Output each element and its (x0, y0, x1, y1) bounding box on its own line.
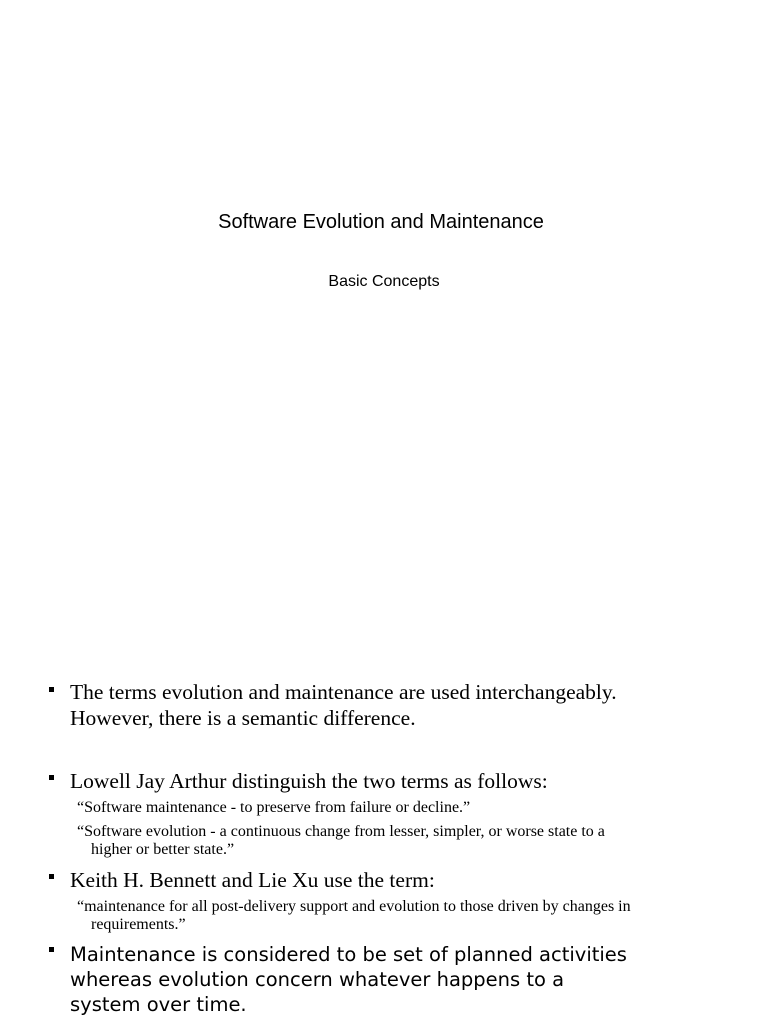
bullet-text: Lowell Jay Arthur distinguish the two terms as follows: (70, 769, 548, 793)
bullet-item (70, 768, 630, 794)
quote-item: “maintenance for all post-delivery support and evolution to those driven by changes in requirements.” (77, 898, 631, 933)
bullet-text: Maintenance is considered to be set of planned activities whereas evolution concern whatever happens to a system over time. (70, 943, 627, 1016)
bullet-text: Keith H. Bennett and Lie Xu use the term: (70, 868, 435, 892)
quote-item: “Software maintenance - to preserve from failure or decline.” (77, 799, 471, 816)
bullet-item (70, 942, 630, 1017)
slide-subtitle: Basic Concepts (328, 273, 440, 290)
bullet-marker-icon (49, 775, 54, 780)
bullet-item (70, 867, 630, 893)
bullet-marker-icon (49, 687, 54, 692)
bullet-item (70, 679, 630, 731)
bullet-marker-icon (49, 874, 54, 879)
bullet-text: The terms evolution and maintenance are used interchangeably. However, there is a semantic difference. (70, 680, 617, 730)
quote-item: “Software evolution - a continuous change from lesser, simpler, or worse state to a higher or better state.” (77, 823, 605, 858)
slide-title: Software Evolution and Maintenance (218, 211, 544, 233)
bullet-marker-icon (49, 947, 54, 952)
